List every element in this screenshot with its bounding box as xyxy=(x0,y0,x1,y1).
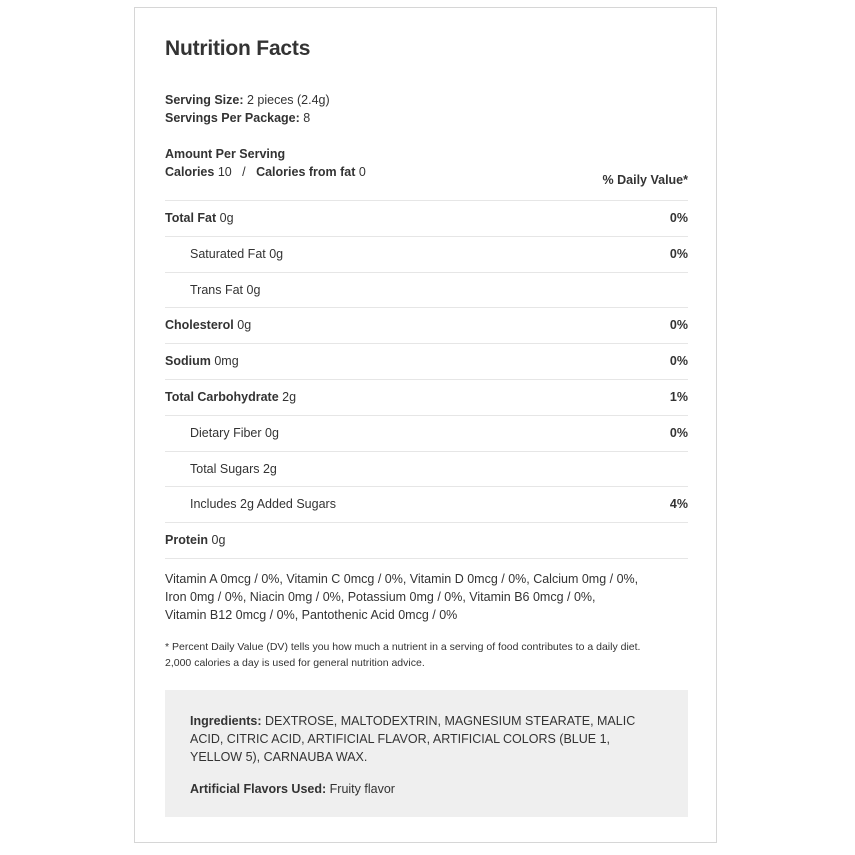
nutrient-amount: 0g xyxy=(219,211,234,225)
nutrient-pct: 1% xyxy=(669,389,688,404)
artificial-flavors-value: Fruity flavor xyxy=(329,782,395,796)
servings-per-package xyxy=(165,109,310,127)
nutrient-amount: 2g xyxy=(282,389,297,404)
ingredients-box xyxy=(165,690,688,817)
vitamins-line: Vitamin B12 0mcg / 0%, Pantothenic Acid 0mcg / 0% xyxy=(165,608,458,622)
nutrient-amount: 0g xyxy=(246,282,261,297)
calories-line xyxy=(165,163,366,181)
nutrition-facts-panel xyxy=(134,7,717,843)
nutrient-row-added-sugars xyxy=(165,486,688,522)
nutrient-label: Dietary Fiber xyxy=(190,425,262,440)
calories-separator: / xyxy=(242,165,246,179)
nutrient-row-total-fat xyxy=(165,200,688,236)
artificial-flavors-label: Artificial Flavors Used: xyxy=(190,782,327,796)
nutrient-amount: 2g xyxy=(262,461,277,476)
serving-size xyxy=(165,91,330,109)
vitamins-line: Vitamin A 0mcg / 0%, Vitamin C 0mcg / 0%, Vitamin D 0mcg / 0%, Calcium 0mg / 0%, xyxy=(165,572,639,586)
page-title: Nutrition Facts xyxy=(165,37,311,60)
nutrient-label: Sodium xyxy=(165,354,211,369)
calories-from-fat-value: 0 xyxy=(358,165,366,179)
calories-label: Calories xyxy=(165,165,215,179)
nutrient-amount: 0g xyxy=(269,246,284,261)
footnote-line: * Percent Daily Value (DV) tells you how much a nutrient in a serving of food contributes to a daily diet. xyxy=(165,641,641,653)
daily-value-footnote xyxy=(165,639,688,671)
calories-value: 10 xyxy=(217,165,232,179)
nutrient-row-dietary-fiber xyxy=(165,415,688,451)
nutrient-pct: 0% xyxy=(669,354,688,369)
servings-per-package-value: 8 xyxy=(303,111,311,125)
ingredients xyxy=(190,712,665,766)
nutrient-label: Includes 2g Added Sugars xyxy=(190,497,336,512)
nutrient-label: Saturated Fat xyxy=(190,246,266,261)
nutrient-row-cholesterol xyxy=(165,307,688,343)
nutrient-row-total-carbohydrate xyxy=(165,379,688,415)
nutrient-pct: 0% xyxy=(669,318,688,333)
nutrient-row-protein xyxy=(165,522,688,559)
nutrient-row-total-sugars xyxy=(165,451,688,487)
ingredients-text: DEXTROSE, MALTODEXTRIN, MAGNESIUM STEARATE, MALIC ACID, CITRIC ACID, ARTIFICIAL FLAVOR, ARTIFICIAL COLORS (BLUE 1, YELLOW 5), CARNAUBA WAX. xyxy=(190,714,636,764)
nutrient-row-saturated-fat xyxy=(165,236,688,272)
vitamins-line: Iron 0mg / 0%, Niacin 0mg / 0%, Potassium 0mg / 0%, Vitamin B6 0mcg / 0%, xyxy=(165,590,596,604)
nutrient-label: Trans Fat xyxy=(190,282,244,297)
nutrient-pct: 4% xyxy=(669,497,688,512)
nutrient-pct: 0% xyxy=(669,246,688,261)
daily-value-header: % Daily Value* xyxy=(602,173,688,187)
serving-size-value: 2 pieces (2.4g) xyxy=(246,93,330,107)
footnote-line: 2,000 calories a day is used for general nutrition advice. xyxy=(165,657,425,669)
nutrient-row-sodium xyxy=(165,343,688,379)
vitamins-minerals xyxy=(165,570,688,624)
artificial-flavors xyxy=(190,780,395,798)
nutrient-label: Cholesterol xyxy=(165,318,234,333)
ingredients-label: Ingredients: xyxy=(190,714,262,728)
nutrient-amount: 0g xyxy=(265,425,279,440)
amount-per-serving: Amount Per Serving xyxy=(165,147,286,161)
nutrient-pct: 0% xyxy=(669,211,688,225)
nutrient-label: Protein xyxy=(165,533,209,548)
nutrient-amount: 0mg xyxy=(214,354,239,369)
servings-per-package-label: Servings Per Package: xyxy=(165,111,300,125)
nutrient-label: Total Sugars xyxy=(190,461,260,476)
nutrient-amount: 0g xyxy=(211,533,226,548)
nutrient-label: Total Fat xyxy=(165,211,217,225)
nutrient-pct: 0% xyxy=(669,425,688,440)
calories-from-fat-label: Calories from fat xyxy=(256,165,356,179)
nutrient-label: Total Carbohydrate xyxy=(165,389,279,404)
serving-size-label: Serving Size: xyxy=(165,93,244,107)
nutrient-table xyxy=(165,200,688,559)
nutrient-amount: 0g xyxy=(237,318,252,333)
nutrient-row-trans-fat xyxy=(165,272,688,308)
